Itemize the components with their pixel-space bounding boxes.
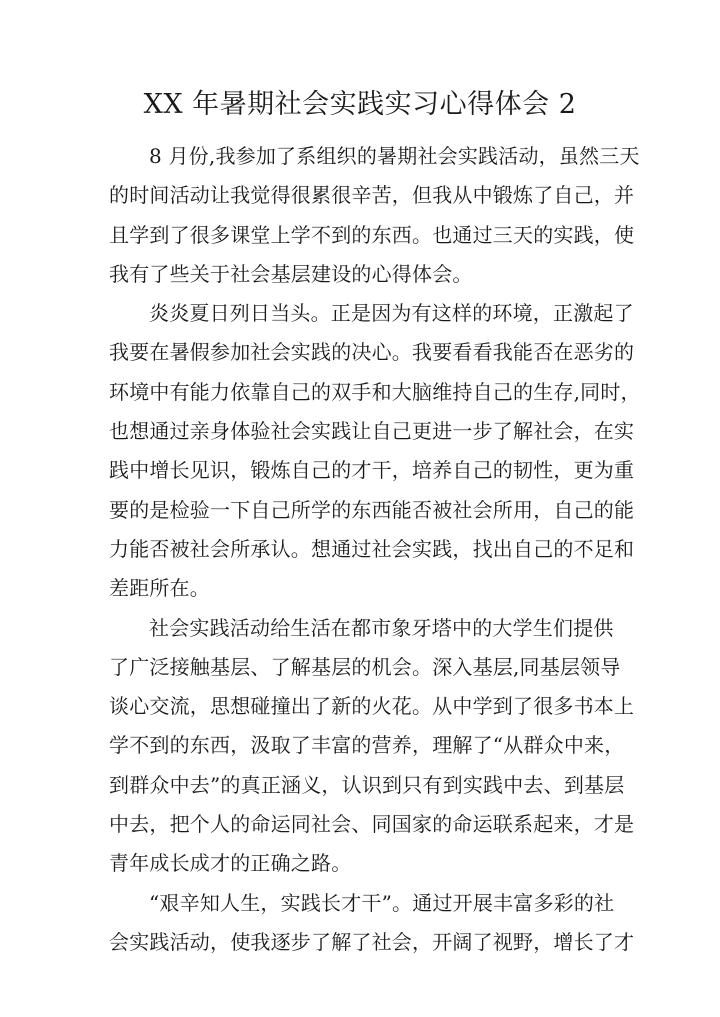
paragraph-line: 社会实践活动给生活在都市象牙塔中的大学生们提供 — [149, 615, 614, 640]
paragraph-2 — [109, 294, 641, 608]
paragraph-line: 也想通过亲身体验社会实践让自己更进一步了解社会，在实 — [109, 419, 635, 444]
paragraph-line: 青年成长成才的正确之路。 — [109, 851, 352, 876]
paragraph-line: 践中增长见识，锻炼自己的才干，培养自己的韧性，更为重 — [109, 458, 635, 483]
paragraph-line: 谈心交流，思想碰撞出了新的火花。从中学到了很多书本上 — [109, 694, 635, 719]
paragraph-line: 到群众中去”的真正涵义，认识到只有到实践中去、到基层 — [109, 772, 625, 797]
paragraph-line: 我要在暑假参加社会实践的决心。我要看看我能否在恶劣的 — [109, 340, 635, 365]
paragraph-line: “艰辛知人生，实践长才干”。通过开展丰富多彩的社 — [149, 890, 615, 915]
paragraph-line: 8 月份,我参加了系组织的暑期社会实践活动，虽然三天 — [149, 144, 640, 168]
document-body — [109, 137, 641, 962]
paragraph-3 — [109, 609, 635, 884]
paragraph-line: 中去，把个人的命运同社会、同国家的命运联系起来，才是 — [109, 812, 635, 837]
paragraph-line: 且学到了很多课堂上学不到的东西。也通过三天的实践，使 — [109, 222, 635, 247]
paragraph-4 — [109, 884, 635, 963]
paragraph-line: 学不到的东西，汲取了丰富的营养，理解了“从群众中来， — [109, 733, 625, 758]
paragraph-line: 力能否被社会所承认。想通过社会实践，找出自己的不足和 — [109, 536, 635, 561]
paragraph-1 — [109, 137, 640, 294]
paragraph-line: 了广泛接触基层、了解基层的机会。深入基层,同基层领导 — [109, 654, 621, 679]
paragraph-line: 要的是检验一下自己所学的东西能否被社会所用，自己的能 — [109, 497, 635, 522]
paragraph-line: 的时间活动让我觉得很累很辛苦，但我从中锻炼了自己，并 — [109, 183, 635, 208]
paragraph-line: 炎炎夏日列日当头。正是因为有这样的环境，正激起了 — [149, 301, 634, 326]
paragraph-line: 差距所在。 — [109, 576, 210, 601]
document-title: XX 年暑期社会实践实习心得体会 2 — [143, 89, 577, 120]
paragraph-line: 会实践活动，使我逐步了解了社会，开阔了视野，增长了才 — [109, 929, 635, 954]
paragraph-line: 我有了些关于社会基层建设的心得体会。 — [109, 261, 473, 286]
paragraph-line: 环境中有能力依靠自己的双手和大脑维持自己的生存,同时， — [109, 379, 641, 404]
